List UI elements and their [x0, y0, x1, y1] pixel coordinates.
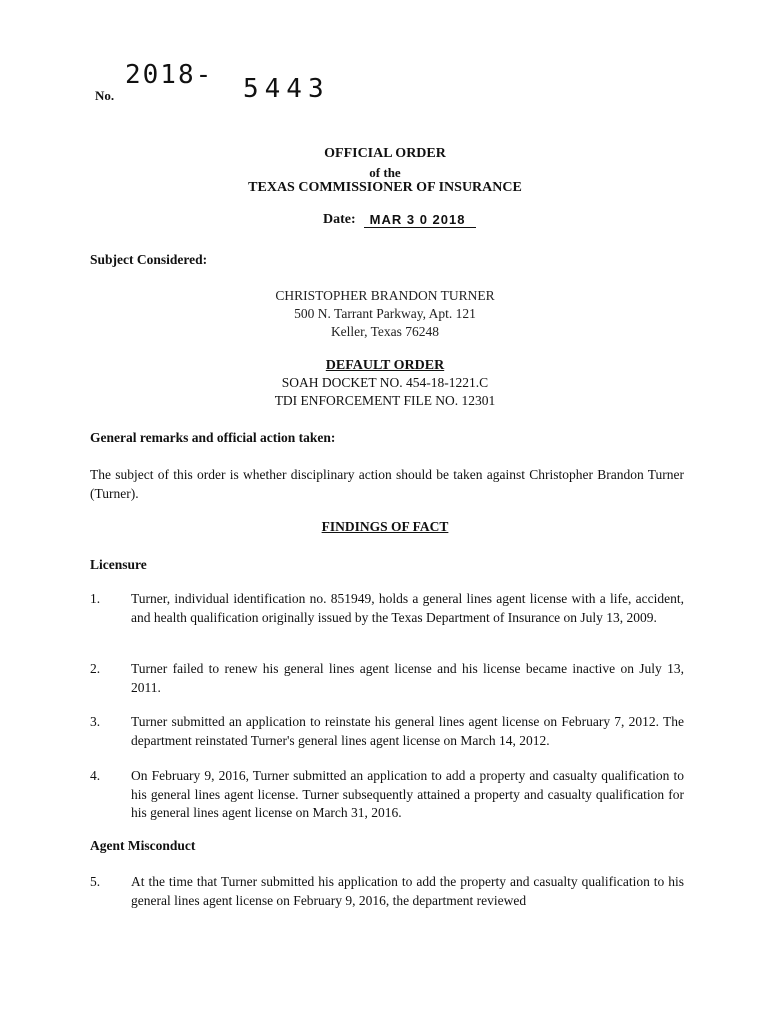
finding-number: 5. — [90, 874, 101, 889]
finding-text: Turner submitted an application to reinstate his general lines agent license on February 7, 2012. The department reinstated Turner's general lines agent license on March 14, 2012. — [131, 714, 684, 748]
findings-of-fact-heading: FINDINGS OF FACT — [321, 519, 449, 534]
date-label: Date: — [323, 212, 356, 227]
finding-text: Turner, individual identification no. 851949, holds a general lines agent license with a life, accident, and health qualification originally issued by the Texas Department of Insurance on July 13, 2009. — [131, 591, 684, 625]
default-order-title: DEFAULT ORDER — [325, 358, 445, 373]
intro-paragraph: The subject of this order is whether disciplinary action should be taken against Christopher Brandon Turner (Turner). — [90, 467, 684, 501]
order-number-year: 2018- — [125, 60, 214, 90]
title-commissioner: TEXAS COMMISSIONER OF INSURANCE — [248, 180, 522, 195]
subject-address-line2: Keller, Texas 76248 — [330, 324, 440, 339]
order-number-value: 5443 — [243, 74, 330, 104]
finding-text: On February 9, 2016, Turner submitted an application to add a property and casualty qualification to his general lines agent license. Turner subsequently attained a property and casualty qualification for his general lines agent license on March 31, 2016. — [131, 768, 684, 820]
finding-text: Turner failed to renew his general lines agent license and his license became inactive on July 13, 2011. — [131, 661, 684, 695]
finding-number: 2. — [90, 661, 101, 676]
title-official-order: OFFICIAL ORDER — [324, 146, 446, 161]
soah-docket: SOAH DOCKET NO. 454-18-1221.C — [281, 375, 489, 390]
finding-number: 3. — [90, 714, 101, 729]
date-row — [323, 212, 476, 228]
title-of-the: of the — [369, 165, 401, 180]
finding-number: 1. — [90, 591, 101, 606]
subject-name: CHRISTOPHER BRANDON TURNER — [275, 288, 495, 303]
subject-heading: Subject Considered: — [90, 252, 208, 267]
tdi-enforcement-file: TDI ENFORCEMENT FILE NO. 12301 — [274, 393, 496, 408]
finding-text: At the time that Turner submitted his application to add the property and casualty qualification to his general lines agent license on February 9, 2016, the department reviewed — [131, 874, 684, 908]
agent-misconduct-heading: Agent Misconduct — [90, 838, 196, 853]
date-value: MAR 3 0 2018 — [364, 212, 476, 228]
licensure-heading: Licensure — [90, 557, 147, 572]
order-number-prefix: No. — [95, 88, 115, 103]
general-remarks-heading: General remarks and official action taken: — [90, 430, 336, 445]
finding-number: 4. — [90, 768, 101, 783]
subject-address-line1: 500 N. Tarrant Parkway, Apt. 121 — [294, 306, 476, 321]
